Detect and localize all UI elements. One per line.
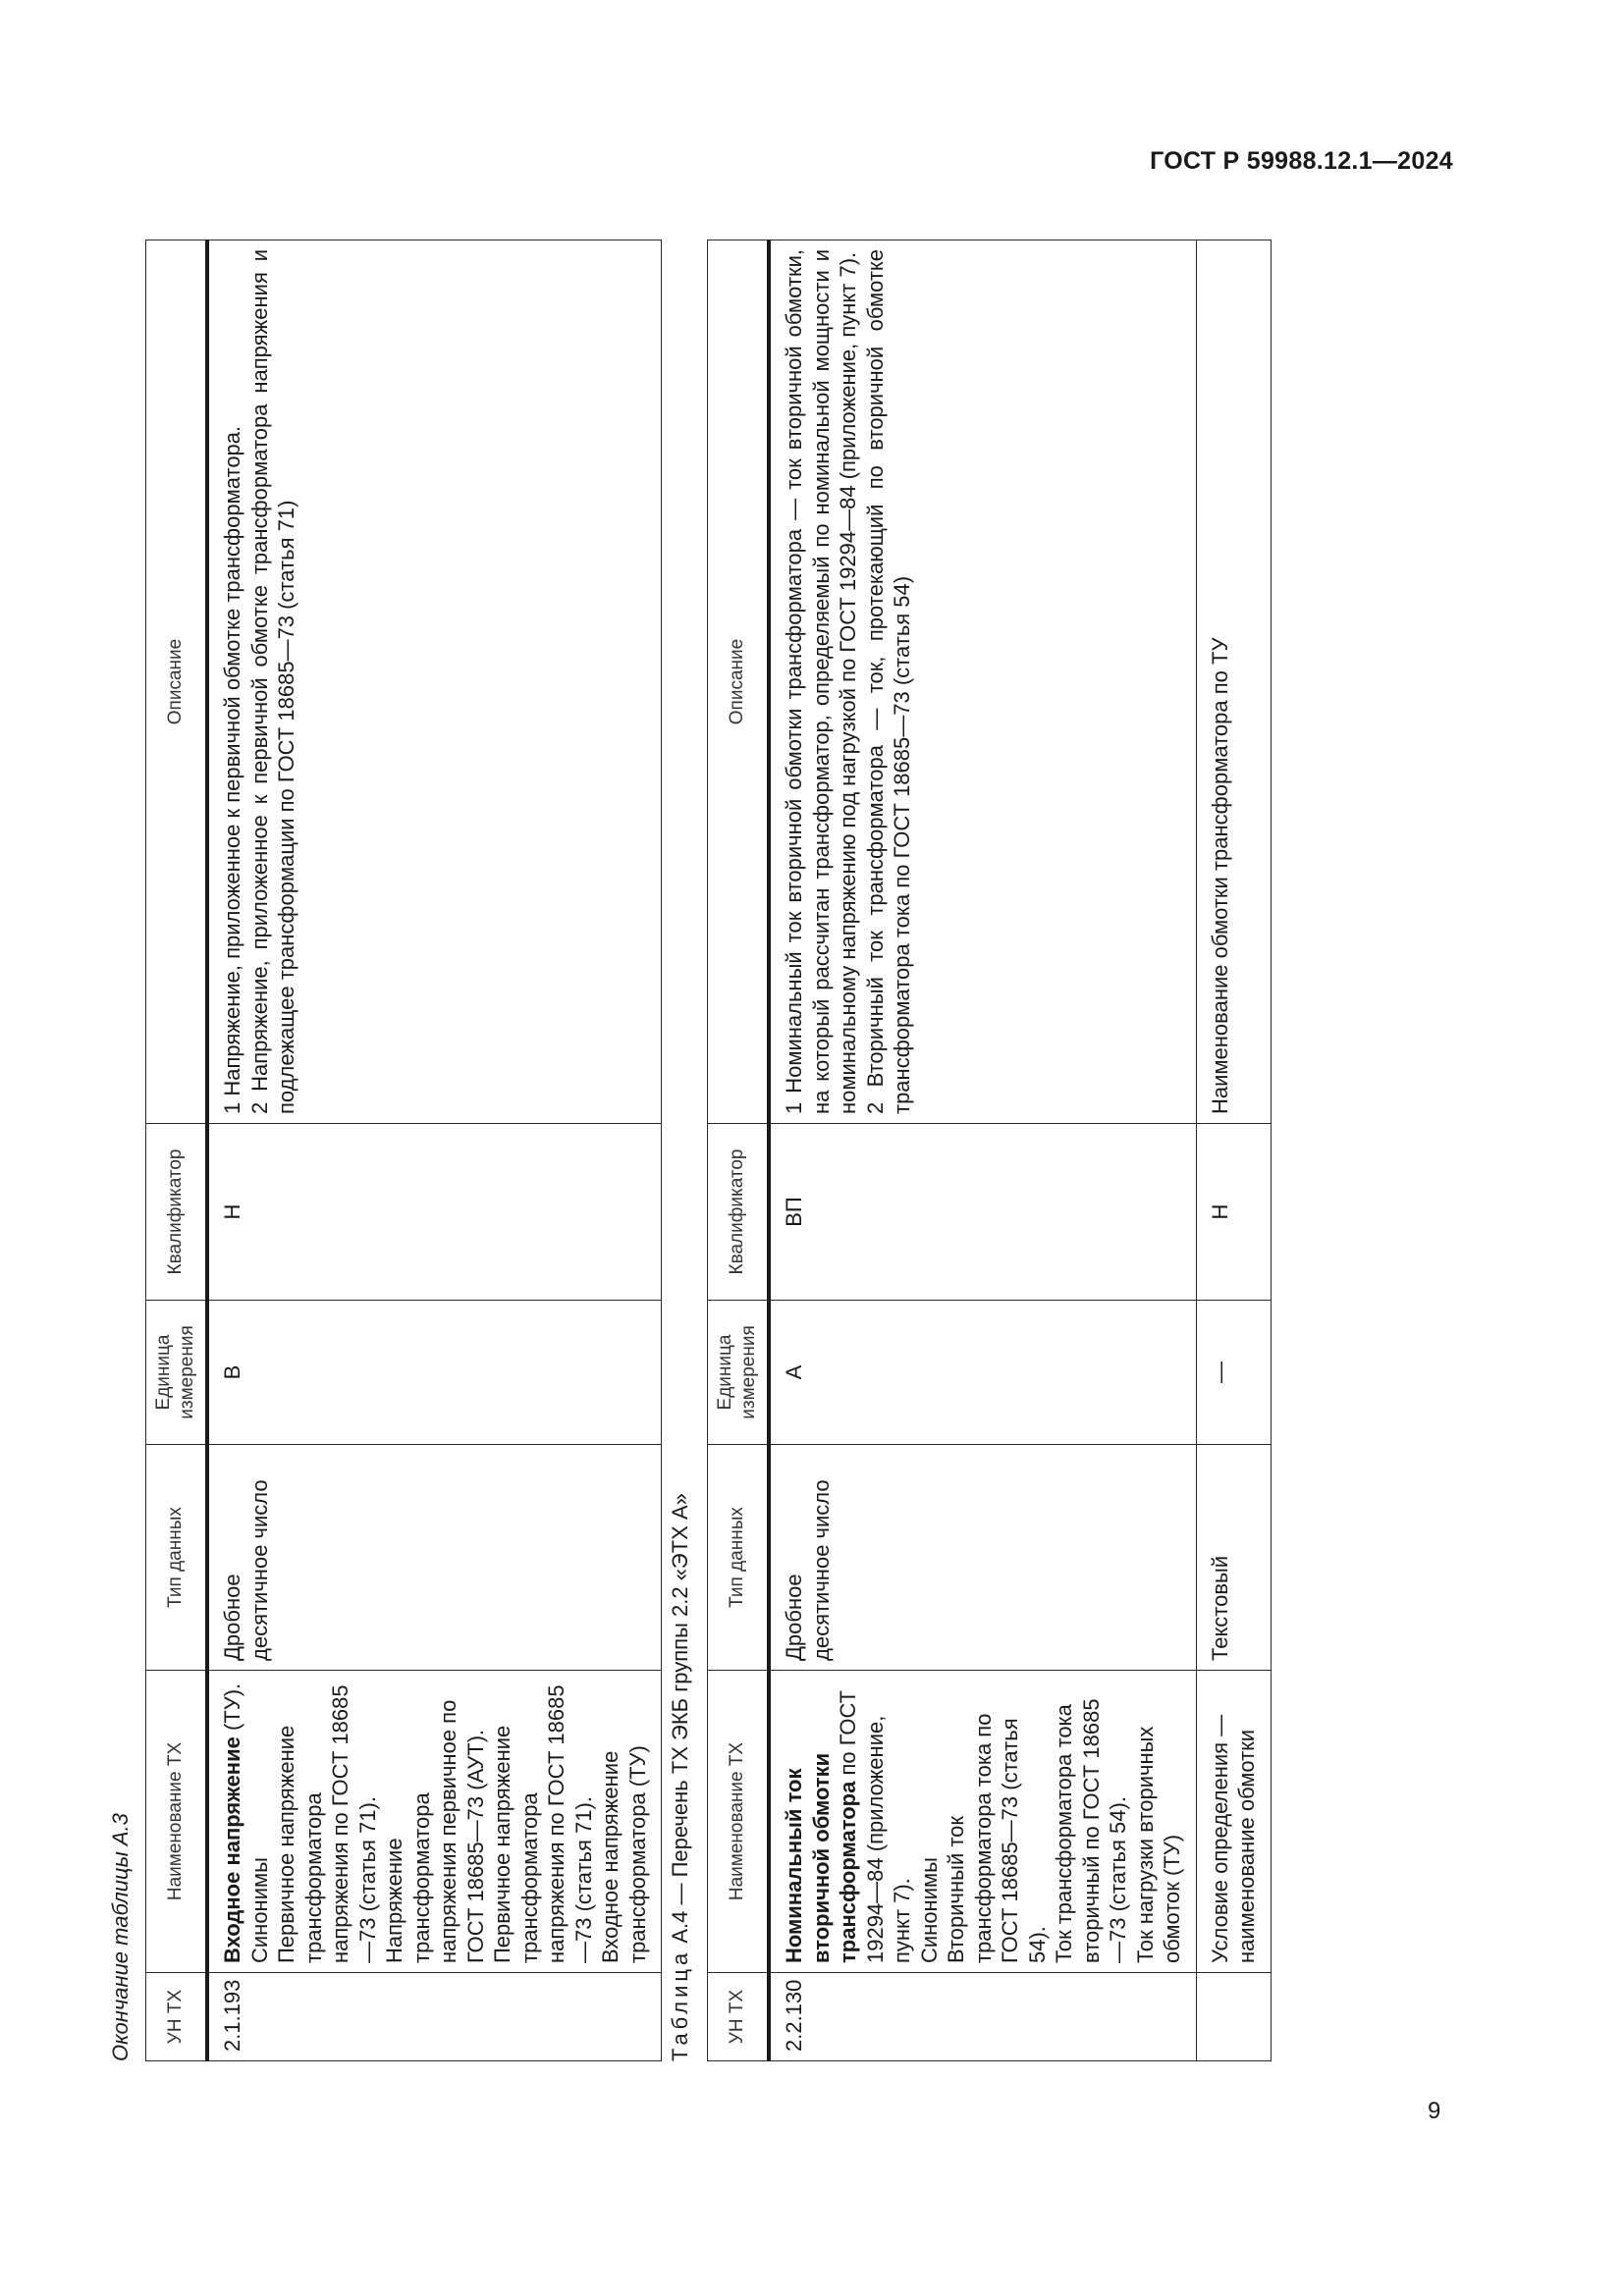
cell-id: 2.2.130 (769, 1973, 1196, 2061)
table-row (769, 240, 1196, 2061)
name-rest: (ТУ). (220, 1682, 244, 1737)
cell-description: Наименование обмотки трансформатора по ТУ (1196, 240, 1271, 1124)
description-line: 2 Напряжение, приложенное к первичной обмотке трансформатора напряжения и подлежащее трансформации по ГОСТ 18685—73 (статья 71) (246, 249, 298, 1114)
column-header-type: Тип данных (708, 1445, 770, 1671)
synonym-line: Ток нагрузки вторичных обмоток (ТУ) (1132, 1726, 1184, 1963)
cell-unit: В (207, 1301, 662, 1445)
cell-unit: А (769, 1301, 1196, 1445)
synonym-line: Синонимы (246, 1857, 272, 1963)
caption-text: А.4 — Перечень ТХ ЭКБ группы 2.2 «ЭТХ А» (668, 1493, 692, 1949)
cell-qualifier: Н (207, 1124, 662, 1301)
cell-description (207, 240, 662, 1124)
name-bold: Номинальный ток вторичной обмотки трансформатора (782, 1752, 860, 1963)
table-header-row (146, 240, 208, 2061)
column-header-type: Тип данных (146, 1445, 208, 1671)
column-header-name: Наименование ТХ (708, 1671, 770, 1973)
cell-id (1196, 1973, 1271, 2061)
column-header-description: Описание (708, 240, 770, 1124)
table-row (1196, 240, 1271, 2061)
table-a4 (707, 240, 1272, 2061)
caption-label: Таблица (668, 1949, 692, 2061)
rotated-content (108, 226, 1345, 2091)
synonym-line: Напряжение трансформатора напряжения первичное по ГОСТ 18685—73 (АУТ). (382, 1699, 488, 1963)
column-header-unit: Единица измерения (146, 1301, 208, 1445)
cell-qualifier: ВП (769, 1124, 1196, 1301)
description-line: 1 Напряжение, приложенное к первичной обмотке трансформатора. (220, 425, 244, 1114)
page-number: 9 (1428, 2098, 1441, 2124)
cell-type: Дробное десятичное число (769, 1445, 1196, 1671)
cell-type: Текстовый (1196, 1445, 1271, 1671)
description-line: 2 Вторичный ток трансформатора — ток, протекающий по вторичной обмотке трансформатора тока по ГОСТ 18685—73 (статья 54) (862, 249, 914, 1114)
synonym-line: Первичное напряжение трансформатора напряжения по ГОСТ 18685—73 (статья 71). (490, 1684, 596, 1963)
cell-unit: — (1196, 1301, 1271, 1445)
column-header-qualifier: Квалификатор (146, 1124, 208, 1301)
column-header-id: УН ТХ (146, 1973, 208, 2061)
synonym-line: Первичное напряжение трансформатора напряжения по ГОСТ 18685—73 (статья 71). (274, 1684, 380, 1963)
column-header-id: УН ТХ (708, 1973, 770, 2061)
cell-type: Дробное десятичное число (207, 1445, 662, 1671)
cell-id: 2.1.193 (207, 1973, 662, 2061)
table-a4-caption (668, 1493, 693, 2061)
table-a3-caption: Окончание таблицы А.3 (108, 1813, 133, 2061)
table-a3 (145, 240, 662, 2061)
name-rest: по ГОСТ 19294—84 (приложение, пункт 7). (836, 1689, 914, 1963)
description-line: 1 Номинальный ток вторичной обмотки трансформатора — ток вторичной обмотки, на который рассчитан трансформатор, определяемый по номинальной мощности и номинальному напряжению под нагрузкой по ГОСТ 19294—84 (приложение, пункт 7). (782, 249, 860, 1114)
synonym-line: Входное напряжение трансформатора (ТУ) (598, 1745, 650, 1963)
synonym-line: Ток трансформатора тока вторичный по ГОСТ 18685—73 (статья 54). (1052, 1698, 1130, 1963)
cell-name (769, 1671, 1196, 1973)
column-header-name: Наименование ТХ (146, 1671, 208, 1973)
cell-name (207, 1671, 662, 1973)
table-header-row (708, 240, 770, 2061)
cell-qualifier: Н (1196, 1124, 1271, 1301)
cell-description (769, 240, 1196, 1124)
column-header-unit: Единица измерения (708, 1301, 770, 1445)
synonym-line: Вторичный ток трансформатора тока по ГОСТ 18685—73 (статья 54). (944, 1713, 1050, 1963)
standard-designation: ГОСТ Р 59988.12.1—2024 (1150, 147, 1453, 175)
name-bold: Входное напряжение (220, 1736, 244, 1963)
column-header-description: Описание (146, 240, 208, 1124)
table-row (207, 240, 662, 2061)
cell-name: Условие определения — наименование обмотки (1196, 1671, 1271, 1973)
column-header-qualifier: Квалификатор (708, 1124, 770, 1301)
synonym-line: Синонимы (916, 1857, 942, 1963)
